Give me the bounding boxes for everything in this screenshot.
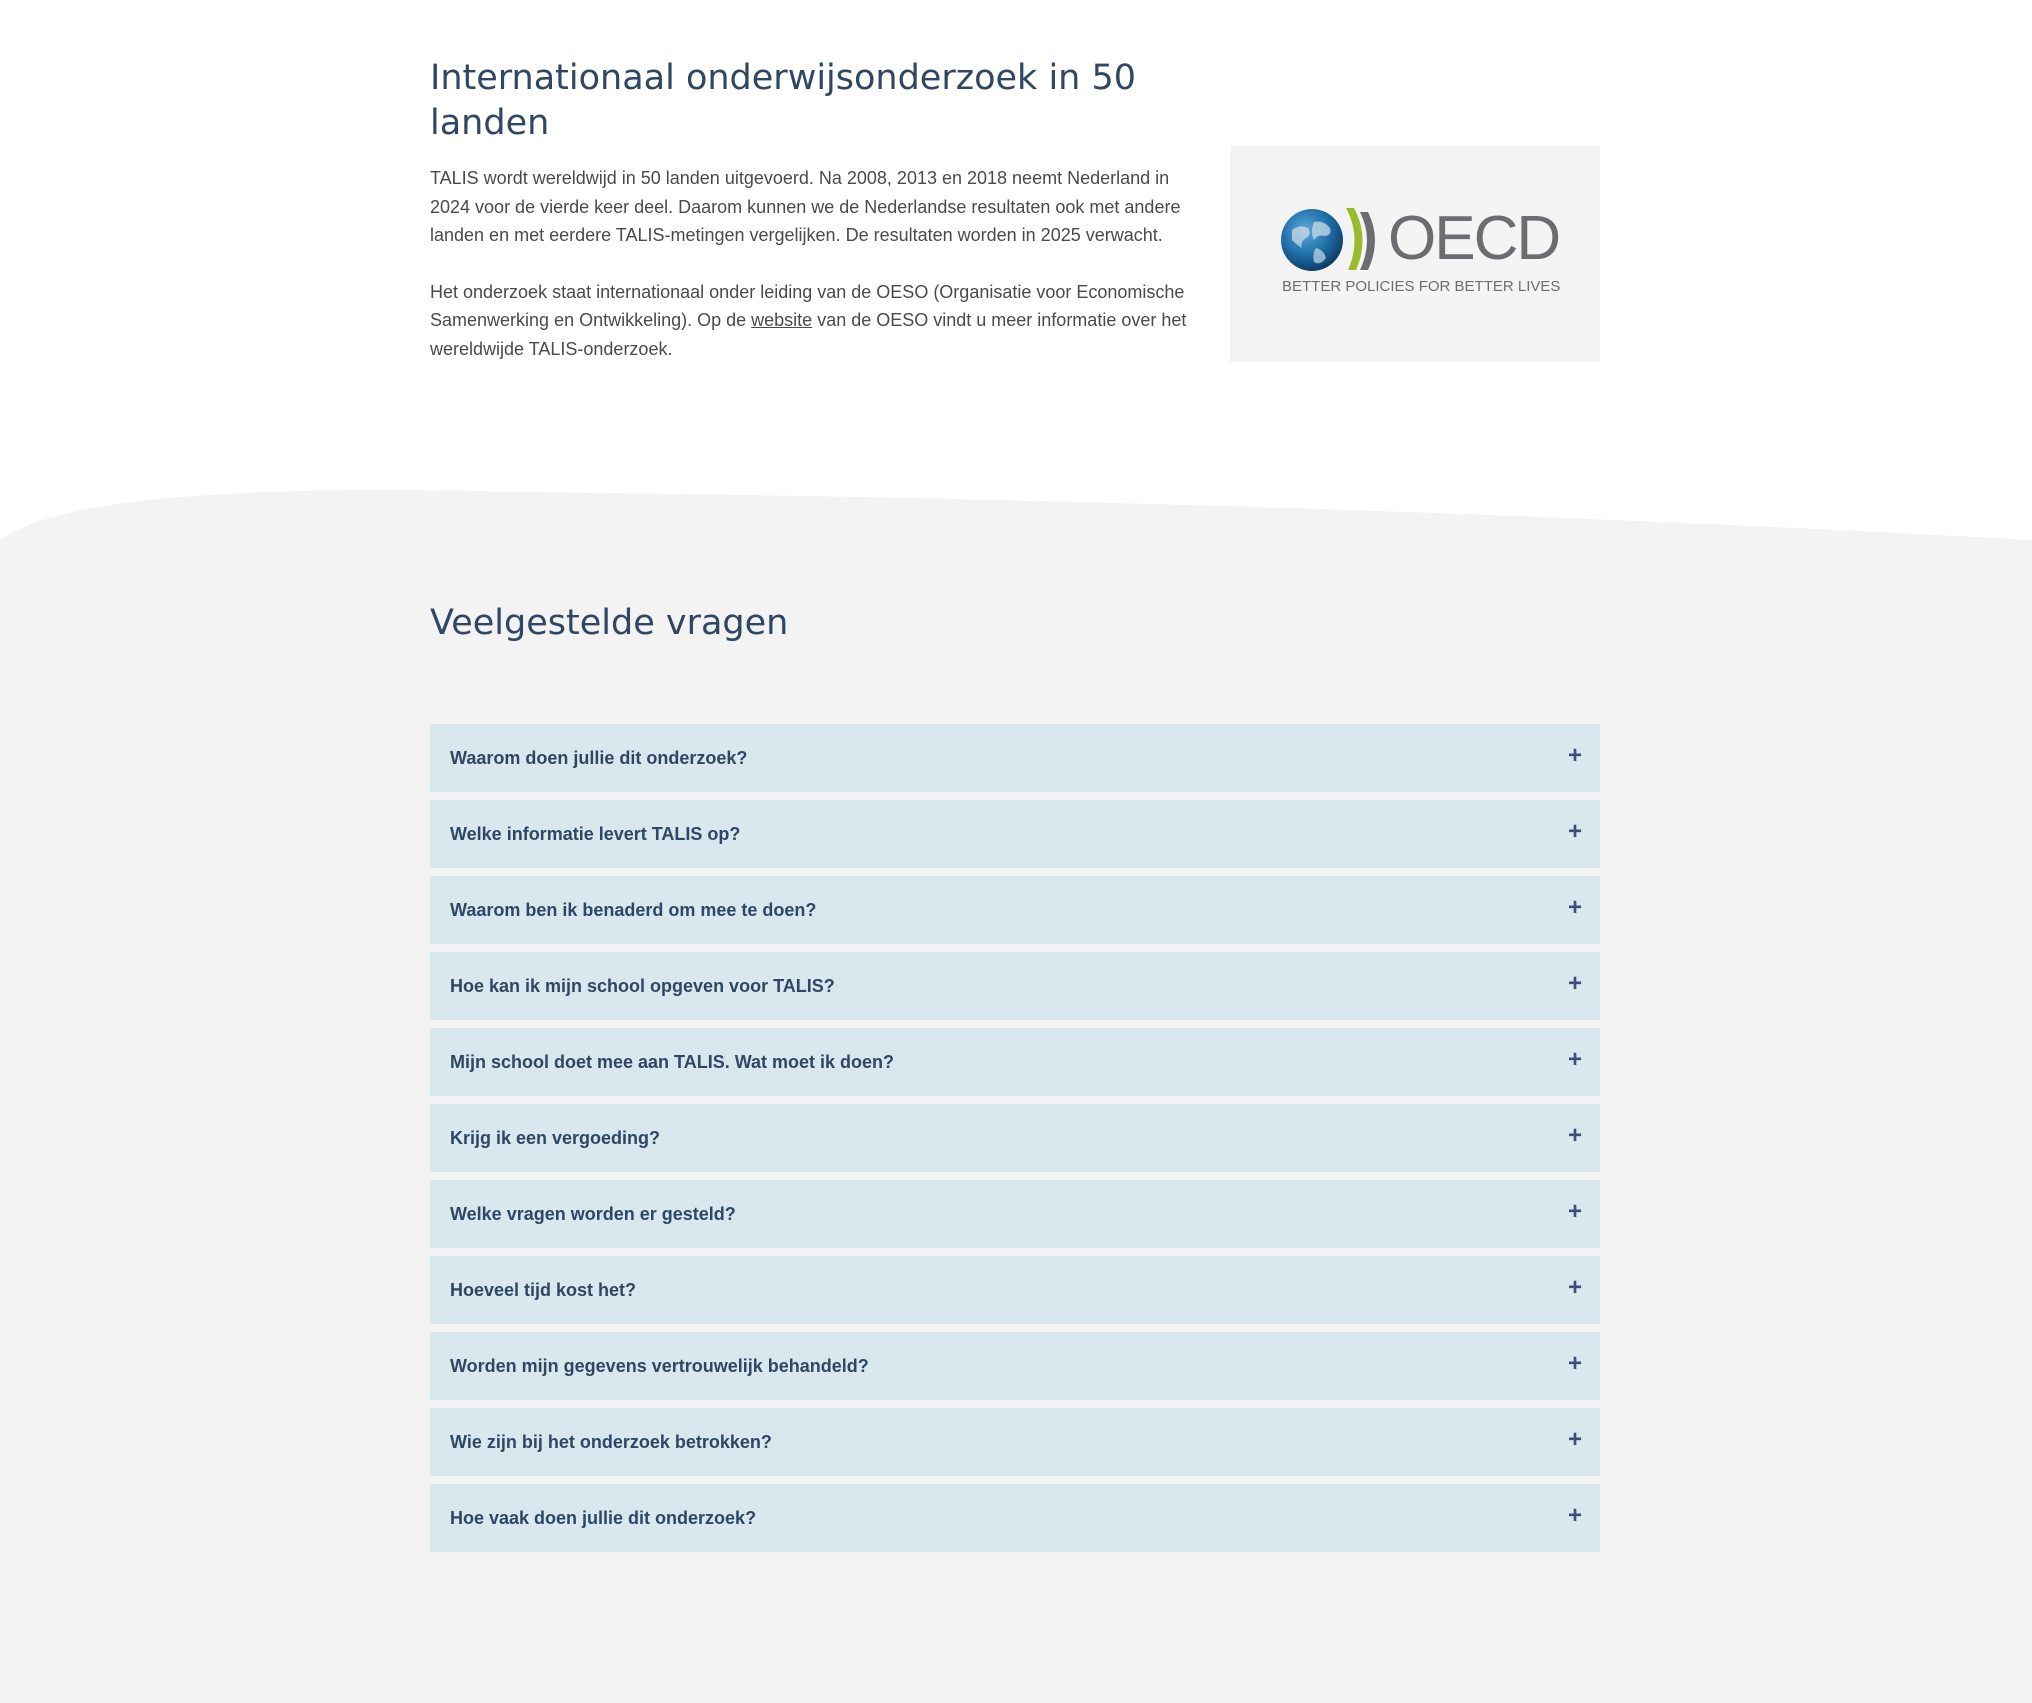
- plus-icon[interactable]: +: [1567, 1502, 1582, 1529]
- oecd-globe-icon: [1280, 208, 1390, 278]
- faq-item[interactable]: [430, 724, 1600, 792]
- faq-item[interactable]: [430, 952, 1600, 1020]
- faq-title: Veelgestelde vragen: [430, 603, 789, 643]
- faq-item[interactable]: [430, 1256, 1600, 1324]
- faq-question: Waarom doen jullie dit onderzoek?: [450, 748, 748, 768]
- plus-icon[interactable]: +: [1567, 1426, 1582, 1453]
- intro-paragraph-2-start: Het onderzoek staat internationaal onder leiding van de OESO (Organisatie voor Economische Samenwerking en Ontwikkeling). Op de: [430, 281, 1185, 330]
- oecd-logo: [1230, 146, 1600, 362]
- faq-question: Wie zijn bij het onderzoek betrokken?: [450, 1432, 772, 1452]
- intro-section: [430, 0, 1600, 420]
- faq-question: Waarom ben ik benaderd om mee te doen?: [450, 900, 817, 920]
- plus-icon[interactable]: +: [1567, 742, 1582, 769]
- faq-question: Welke informatie levert TALIS op?: [450, 824, 741, 844]
- faq-item[interactable]: [430, 1484, 1600, 1552]
- plus-icon[interactable]: +: [1567, 1350, 1582, 1377]
- faq-item[interactable]: [430, 1408, 1600, 1476]
- plus-icon[interactable]: +: [1567, 1198, 1582, 1225]
- faq-question: Hoeveel tijd kost het?: [450, 1280, 637, 1300]
- faq-question: Hoe kan ik mijn school opgeven voor TALIS?: [450, 976, 835, 996]
- intro-paragraph-1: TALIS wordt wereldwijd in 50 landen uitgevoerd. Na 2008, 2013 en 2018 neemt Nederland in 2024 voor de vierde keer deel. Daarom kunnen we de Nederlandse resultaten ook met andere landen en met eerdere TALIS-metingen vergelijken. De resultaten worden in 2025 verwacht.: [430, 168, 1181, 245]
- faq-item[interactable]: [430, 1332, 1600, 1400]
- intro-title: Internationaal onderwijsonderzoek in 50 landen: [430, 58, 1137, 143]
- faq-item[interactable]: [430, 1104, 1600, 1172]
- plus-icon[interactable]: +: [1567, 1274, 1582, 1301]
- faq-item[interactable]: [430, 1180, 1600, 1248]
- faq-item[interactable]: [430, 1028, 1600, 1096]
- plus-icon[interactable]: +: [1567, 818, 1582, 845]
- intro-paragraph-2: [430, 278, 1190, 364]
- faq-question: Krijg ik een vergoeding?: [450, 1128, 661, 1148]
- plus-icon[interactable]: +: [1567, 970, 1582, 997]
- faq-question: Worden mijn gegevens vertrouwelijk behandeld?: [450, 1356, 869, 1376]
- plus-icon[interactable]: +: [1567, 894, 1582, 921]
- faq-question: Hoe vaak doen jullie dit onderzoek?: [450, 1508, 757, 1528]
- plus-icon[interactable]: +: [1567, 1046, 1582, 1073]
- oecd-logo-tagline: BETTER POLICIES FOR BETTER LIVES: [1282, 278, 1561, 295]
- faq-item[interactable]: [430, 876, 1600, 944]
- oeso-website-link[interactable]: website: [751, 310, 813, 330]
- faq-list: [430, 724, 1600, 1560]
- intro-text: [430, 164, 1190, 391]
- intro-paragraph-2-end: van de OESO vindt u meer informatie over het wereldwijde TALIS-onderzoek.: [430, 310, 1187, 359]
- plus-icon[interactable]: +: [1567, 1122, 1582, 1149]
- faq-question: Welke vragen worden er gesteld?: [450, 1204, 736, 1224]
- oecd-logo-word: OECD: [1388, 204, 1560, 273]
- faq-question: Mijn school doet mee aan TALIS. Wat moet ik doen?: [450, 1052, 895, 1072]
- faq-item[interactable]: [430, 800, 1600, 868]
